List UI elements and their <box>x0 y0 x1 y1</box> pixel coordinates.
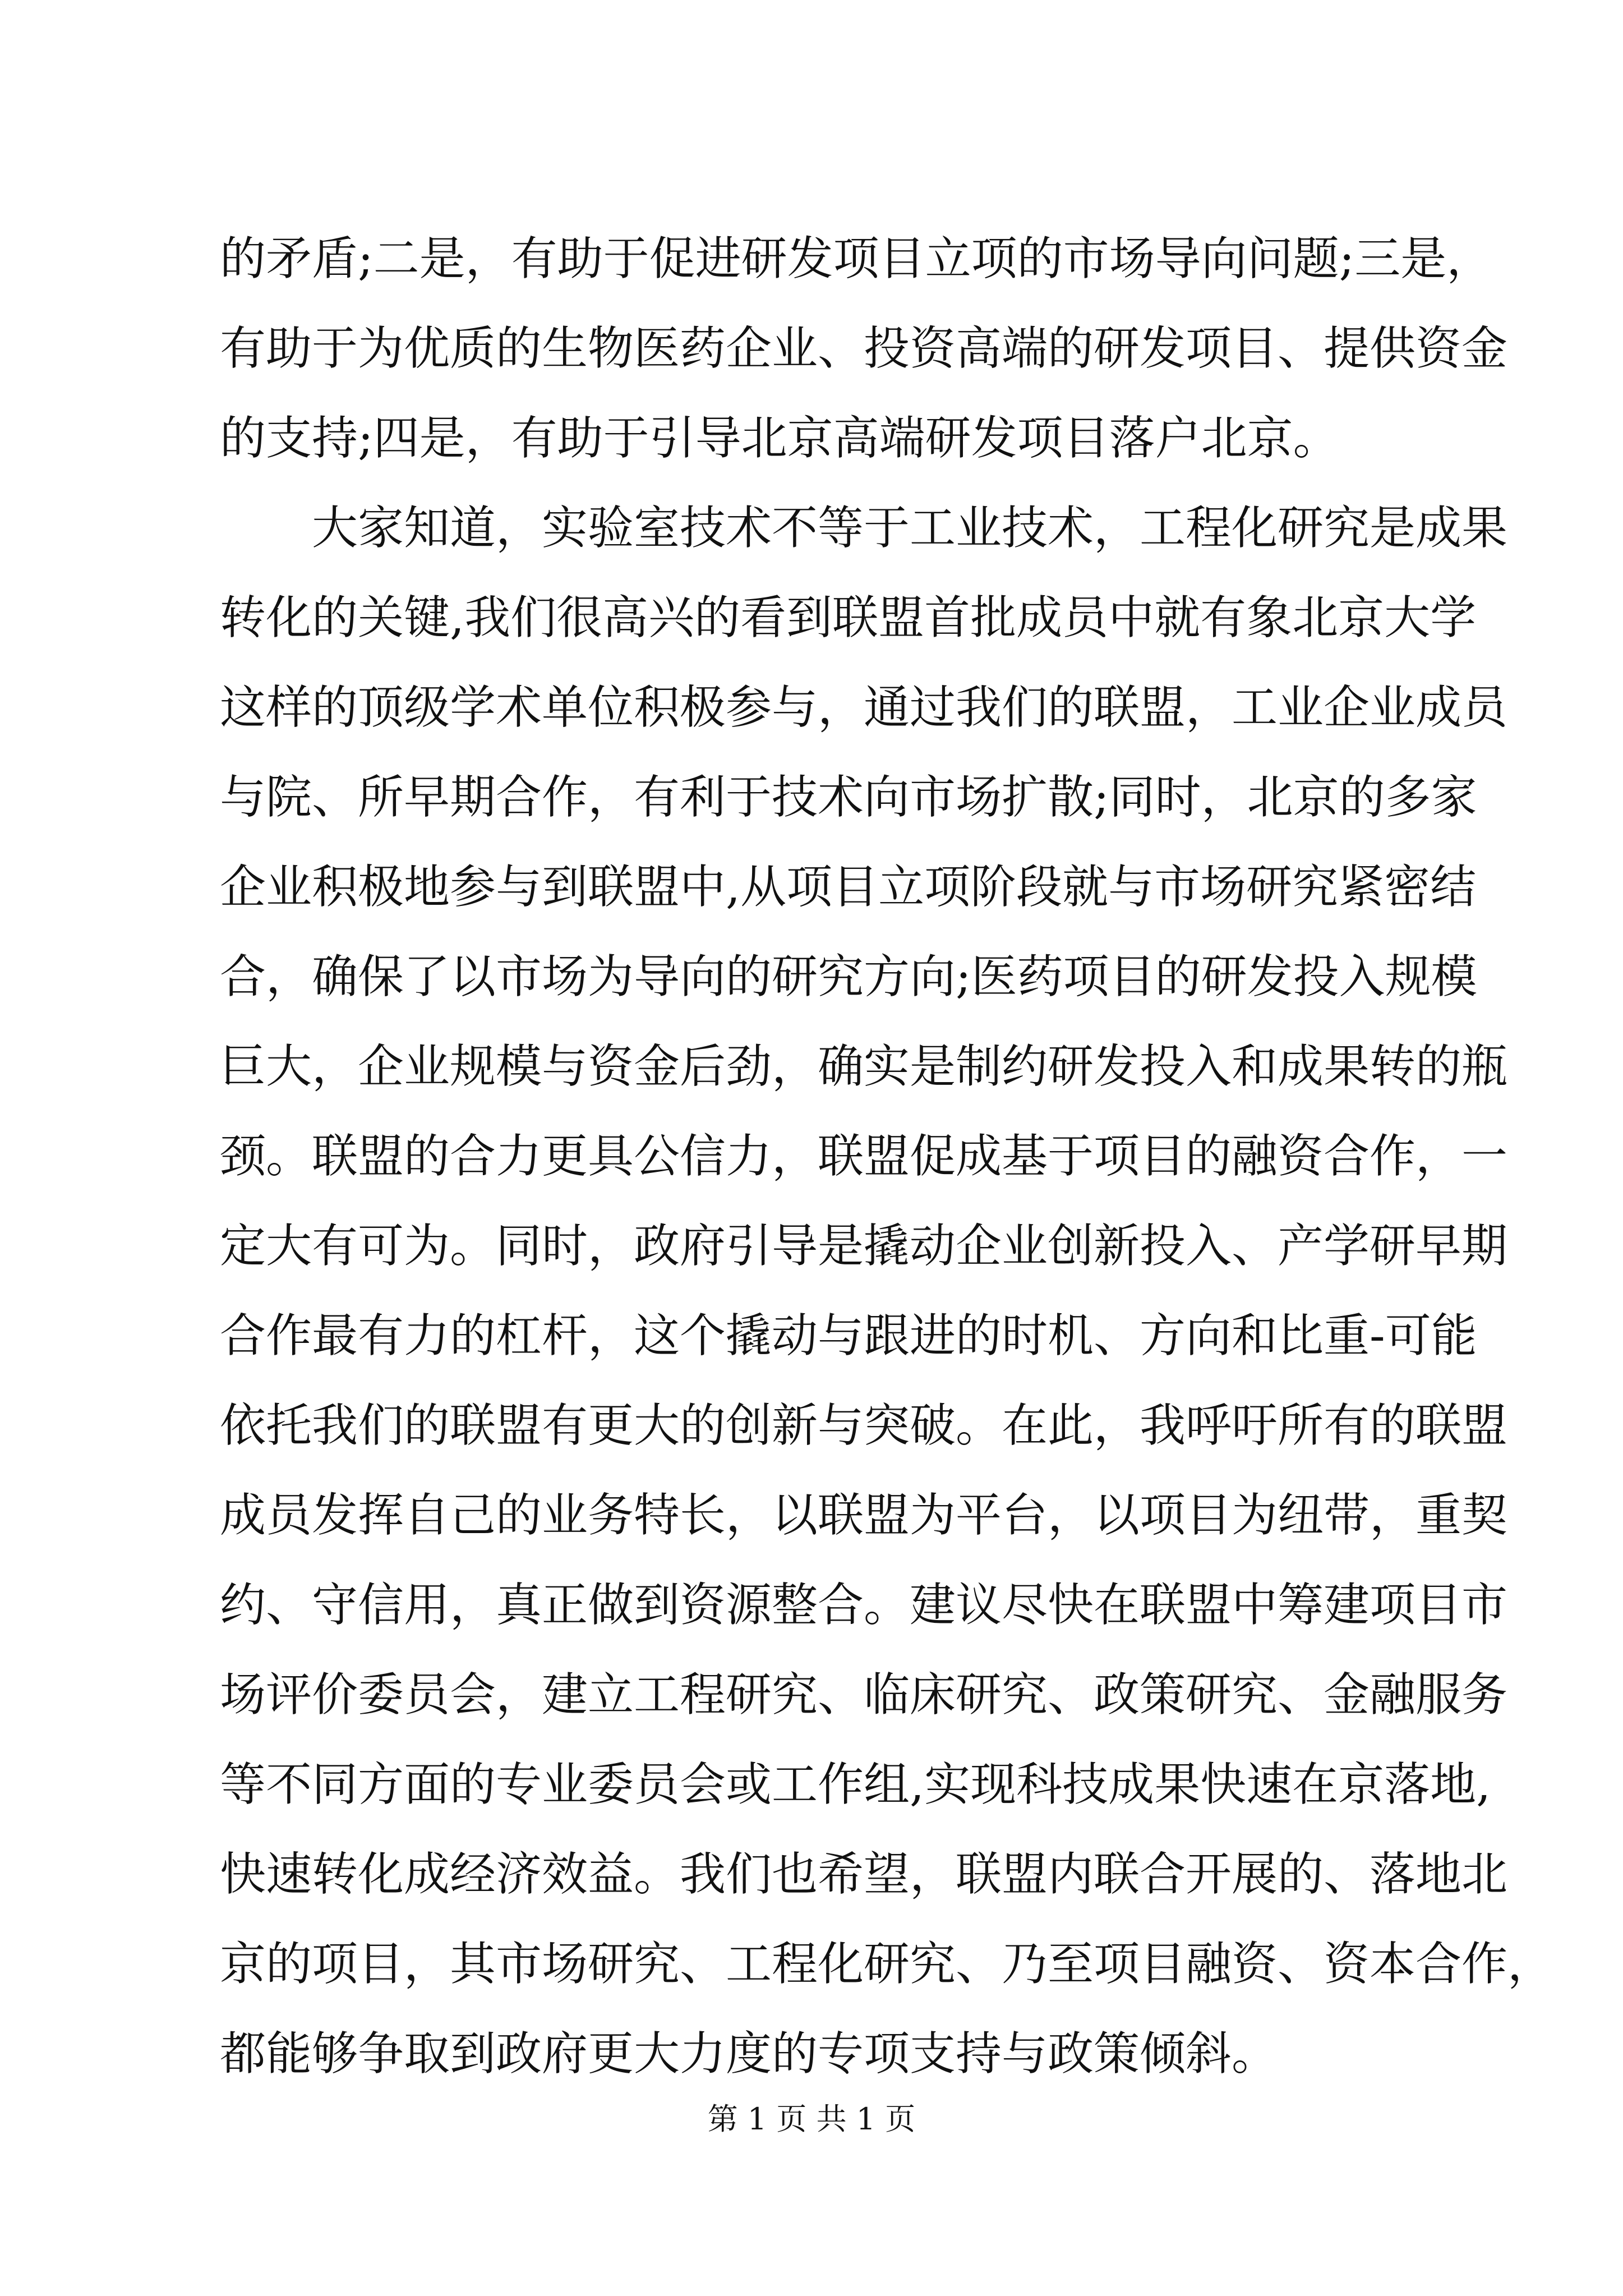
text-line: 巨大，企业规模与资金后劲，确实是制约研发投入和成果转的瓶 <box>220 1040 1508 1093</box>
page-footer: 第 1 页 共 1 页 <box>707 2101 916 2137</box>
text-line: 有助于为优质的生物医药企业、投资高端的研发项目、提供资金 <box>220 322 1508 375</box>
text-line: 京的项目，其市场研究、工程化研究、乃至项目融资、资本合作， <box>220 1938 1554 1991</box>
text-line: 这样的顶级学术单位积极参与，通过我们的联盟，工业企业成员 <box>220 681 1508 734</box>
text-line: 与院、所早期合作，有利于技术向市场扩散;同时，北京的多家 <box>220 771 1477 824</box>
text-line: 的支持;四是，有助于引导北京高端研发项目落户北京。 <box>220 412 1339 465</box>
text-line: 颈。联盟的合力更具公信力，联盟促成基于项目的融资合作，一 <box>220 1130 1508 1183</box>
text-line: 场评价委员会，建立工程研究、临床研究、政策研究、金融服务 <box>220 1668 1508 1722</box>
text-line: 合作最有力的杠杆，这个撬动与跟进的时机、方向和比重-可能 <box>220 1309 1477 1363</box>
text-line: 的矛盾;二是，有助于促进研发项目立项的市场导向问题;三是， <box>220 232 1493 286</box>
text-line: 定大有可为。同时，政府引导是撬动企业创新投入、产学研早期 <box>220 1220 1508 1273</box>
text-line: 合，确保了以市场为导向的研究方向;医药项目的研发投入规模 <box>220 950 1477 1004</box>
text-line: 约、守信用，真正做到资源整合。建议尽快在联盟中筹建项目市 <box>220 1579 1508 1632</box>
text-line: 企业积极地参与到联盟中,从项目立项阶段就与市场研究紧密结 <box>220 861 1477 914</box>
text-line: 都能够争取到政府更大力度的专项支持与政策倾斜。 <box>220 2027 1278 2081</box>
text-line: 等不同方面的专业委员会或工作组,实现科技成果快速在京落地, <box>220 1758 1491 1811</box>
text-line: 依托我们的联盟有更大的创新与突破。在此，我呼吁所有的联盟 <box>220 1399 1508 1452</box>
text-line: 成员发挥自己的业务特长，以联盟为平台，以项目为纽带，重契 <box>220 1489 1508 1542</box>
body-text <box>220 214 1554 2099</box>
text-line: 快速转化成经济效益。我们也希望，联盟内联合开展的、落地北 <box>220 1848 1508 1901</box>
text-line: 转化的关键,我们很高兴的看到联盟首批成员中就有象北京大学 <box>220 591 1477 645</box>
paragraph-first-line: 大家知道，实验室技术不等于工业技术，工程化研究是成果 <box>312 501 1508 555</box>
